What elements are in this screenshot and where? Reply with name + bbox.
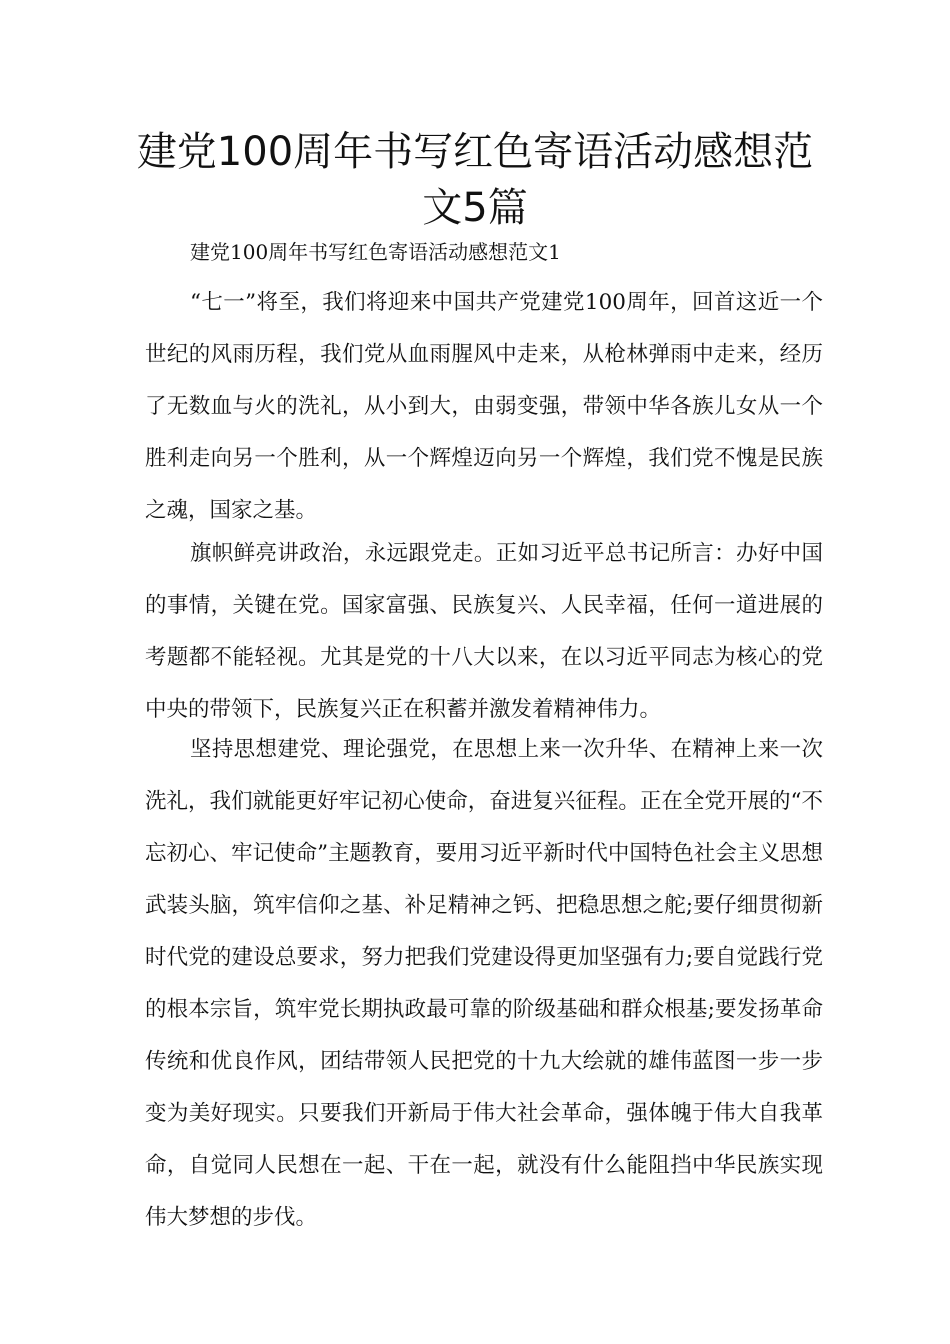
paragraph-1: “七一”将至，我们将迎来中国共产党建党100周年，回首这近一个世纪的风雨历程，我们党从血雨腥风中走来，从枪林弹雨中走来，经历了无数血与火的洗礼，从小到大，由弱变强，带领中华各族儿女从一个胜利走向另一个胜利，从一个辉煌迈向另一个辉煌，我们党不愧是民族之魂，国家之基。 (145, 290, 823, 523)
paragraph-3: 坚持思想建党、理论强党，在思想上来一次升华、在精神上来一次洗礼，我们就能更好牢记初心使命，奋进复兴征程。正在全党开展的“不忘初心、牢记使命”主题教育，要用习近平新时代中国特色社会主义思想武装头脑，筑牢信仰之基、补足精神之钙、把稳思想之舵;要仔细贯彻新时代党的建设总要求，努力把我们党建设得更加坚强有力;要自觉践行党的根本宗旨，筑牢党长期执政最可靠的阶级基础和群众根基;要发扬革命传统和优良作风，团结带领人民把党的十九大绘就的雄伟蓝图一步一步变为美好现实。只要我们开新局于伟大社会革命，强体魄于伟大自我革命，自觉同人民想在一起、干在一起，就没有什么能阻挡中华民族实现伟大梦想的步伐。 (145, 737, 823, 1230)
document-title: 建党100周年书写红色寄语活动感想范文5篇 (136, 129, 814, 231)
paragraph-2: 旗帜鲜亮讲政治，永远跟党走。正如习近平总书记所言：办好中国的事情，关键在党。国家富强、民族复兴、人民幸福，任何一道进展的考题都不能轻视。尤其是党的十八大以来，在以习近平同志为核心的党中央的带领下，民族复兴正在积蓄并激发着精神伟力。 (145, 541, 823, 722)
section-heading: 建党100周年书写红色寄语活动感想范文1 (190, 240, 561, 264)
